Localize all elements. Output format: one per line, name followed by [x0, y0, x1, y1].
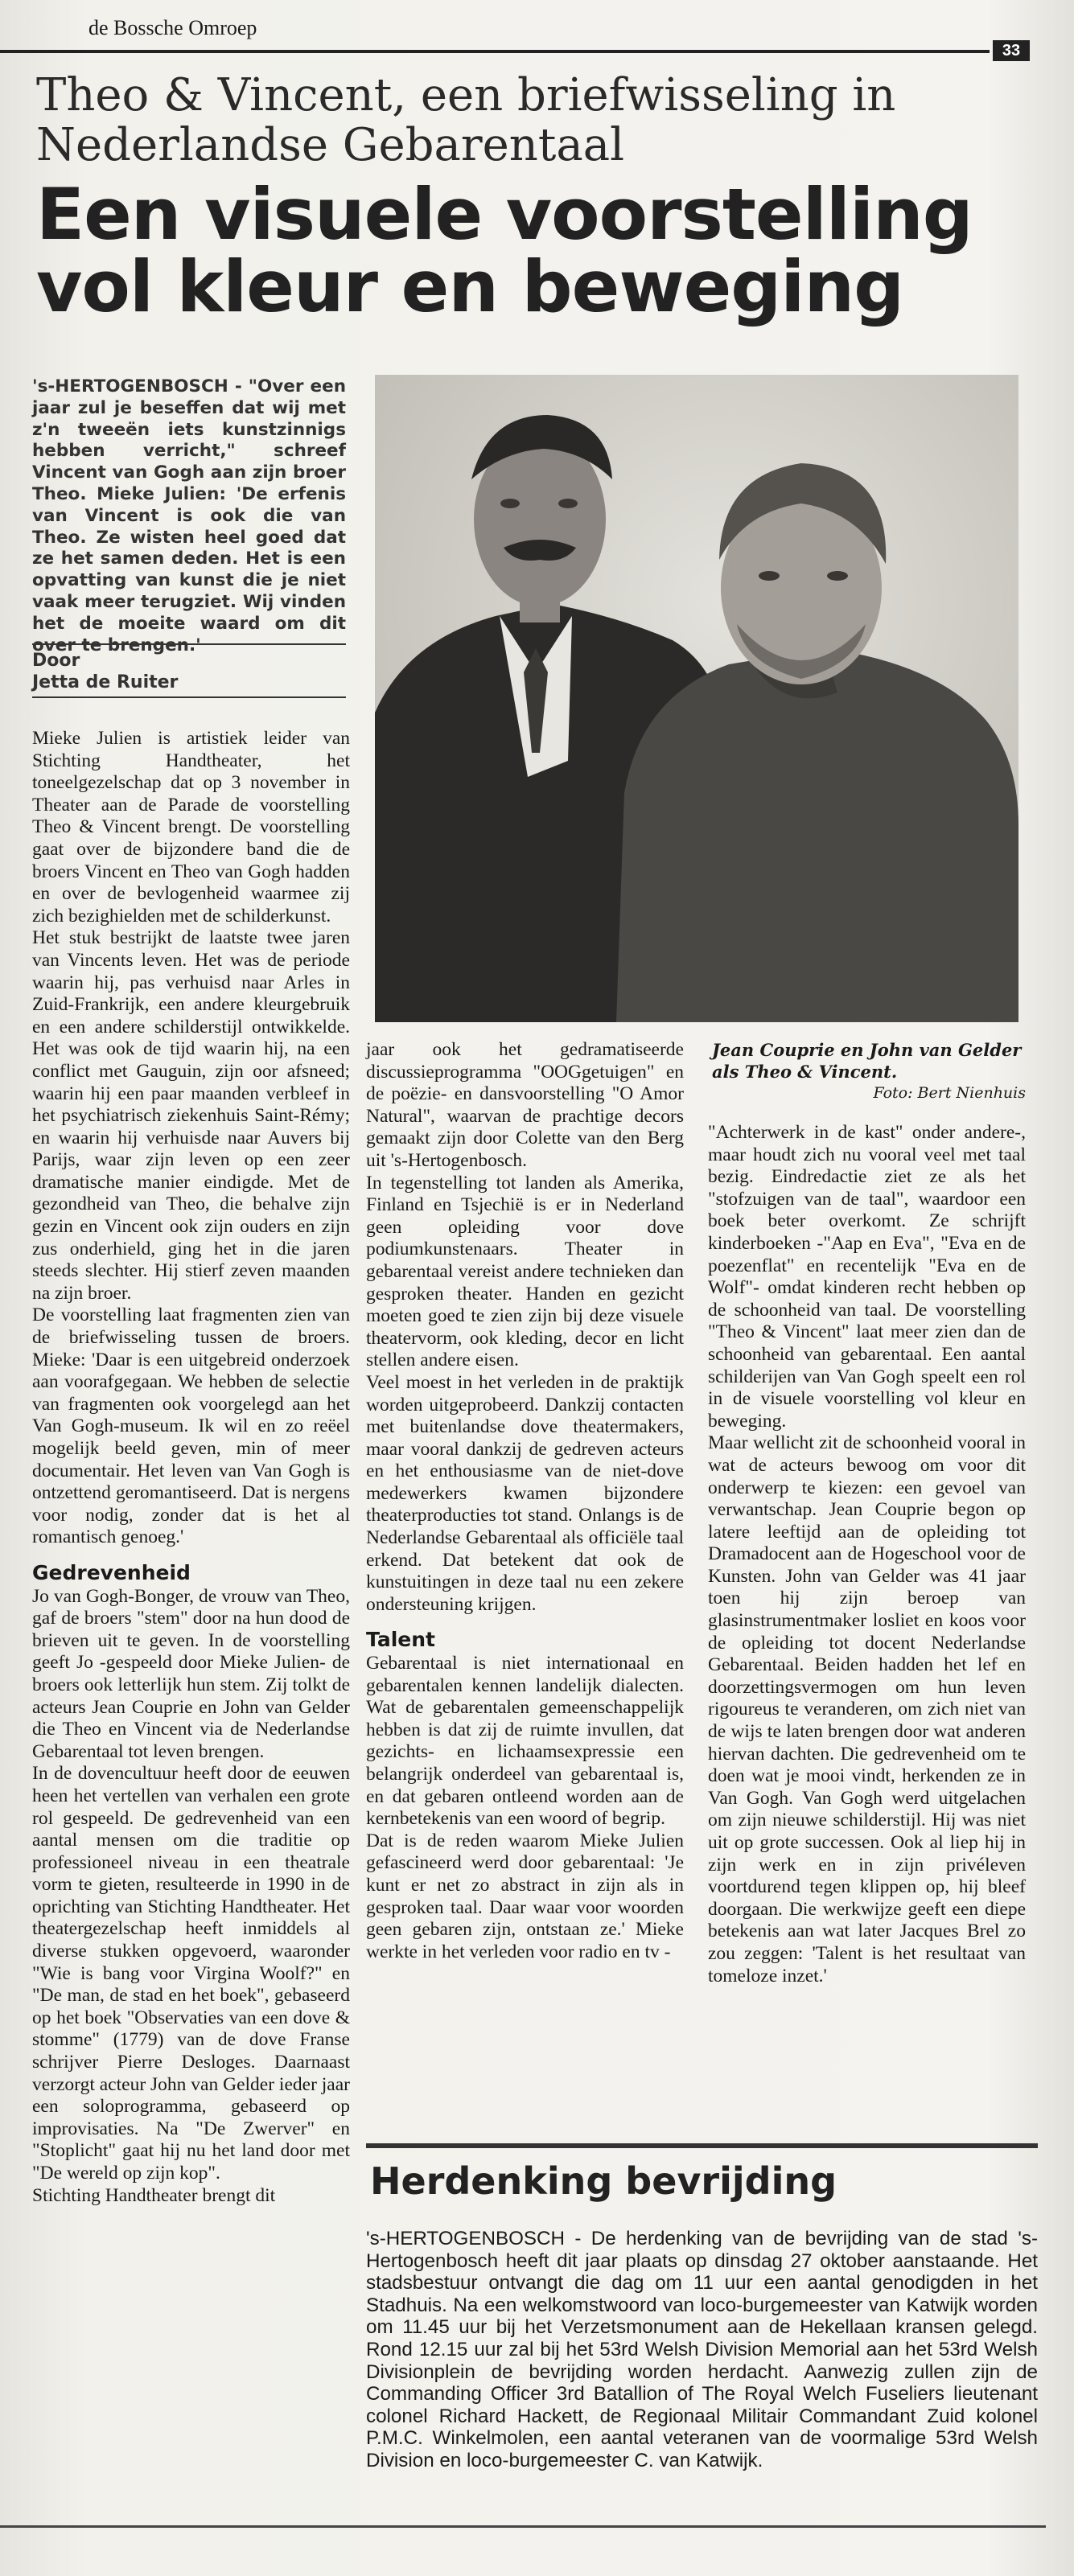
subheading-gedrevenheid: Gedrevenheid [32, 1560, 191, 1584]
article-kicker: Theo & Vincent, een briefwisseling in Nederlandse Gebarentaal [36, 69, 896, 171]
photo-caption [712, 1039, 1026, 1104]
paragraph: Veel moest in het verleden in de praktijk worden uitgeprobeerd. Dankzij contacten met buitenlandse dove theatermakers, maar vooral dankzij de gedreven acteurs en het enthousiasme van de niet-dove medewerkers kwamen bijzondere theaterproducties tot stand. Onlangs is de Nederlandse Gebarentaal als officiële taal erkend. Dat betekent dat ook de kunstuitingen in deze taal nu een zekere ondersteuning krijgen. [366, 1371, 684, 1615]
page-number: 33 [993, 40, 1030, 61]
paragraph: Jo van Gogh-Bonger, de vrouw van Theo, gaf de broers "stem" door na hun dood de brieven uit te geven. In de voorstelling geeft Jo -gespeeld door Mieke Julien- de broers ook letterlijk hun stem. Zij tolkt de acteurs Jean Couprie en John van Gelder die Theo en Vincent via de Nederlandse Gebarentaal tot leven brengen. [32, 1585, 350, 1762]
box-title: Herdenking bevrijding [370, 2159, 837, 2203]
article-column-3 [708, 1122, 1026, 1987]
article-headline: Een visuele voorstelling vol kleur en beweging [36, 173, 973, 328]
bottom-rule [0, 2525, 1046, 2528]
paragraph: De voorstelling laat fragmenten zien van de briefwisseling tussen de broers. Mieke: 'Daar is een uitgebreid onderzoek aan voorafgegaan. We hebben de selectie van fragmenten ook voorgelegd aan het Van Gogh-museum. Ik wil en zo reëel mogelijk beeld geven, min of meer documentair. Het leven van Van Gogh is ontzettend geromantiseerd. Dat is nergens voor nodig, zonder dat is het al romantisch genoeg.' [32, 1304, 350, 1548]
paragraph: jaar ook het gedramatiseerde discussieprogramma "OOGgetuigen" en de poëzie- en dansvoorstelling "O Amor Natural", waarvan de prachtige decors gemaakt zijn door Colette van den Berg uit 's-Hertogenbosch. [366, 1039, 684, 1171]
caption-text: Jean Couprie en John van Gelder als Theo & Vincent. [712, 1040, 1022, 1082]
photo-credit: Foto: Bert Nienhuis [873, 1084, 1026, 1102]
portrait-photo [375, 375, 1018, 1022]
masthead: de Bossche Omroep [88, 16, 257, 39]
box-rule [366, 2143, 1038, 2148]
paragraph: In de dovencultuur heeft door de eeuwen heen het vertellen van verhalen een grote rol gespeeld. De gedrevenheid van een aantal mensen om die traditie op professioneel niveau in een theatrale vorm te gieten, resulteerde in 1990 in de oprichting van Stichting Handtheater. Het theatergezelschap heeft inmiddels al diverse stukken opgevoerd, waaronder "Wie is bang voor Virgina Woolf?" en "De man, de stad en het boek", gebaseerd op het boek "Observaties van een dove & stomme" (1779) van de dove Franse schrijver Pierre Desloges. Daarnaast verzorgt acteur John van Gelder ieder jaar een soloprogramma, gebaseerd op improvisaties. Na "De Zwerver" en "Stoplicht" gaat hij nu het land door met "De wereld op zijn kop". [32, 1763, 350, 2184]
article-intro: 's-HERTOGENBOSCH - "Over een jaar zul je beseffen dat wij met z'n tweeën iets kunstzinnigs hebben verricht," schreef Vincent van Gogh aan zijn broer Theo. Mieke Julien: 'De erfenis van Vincent is ook die van Theo. Ze wisten heel goed dat ze het samen deden. Het is een opvatting van kunst die je niet vaak meer terugziet. Wij vinden het de moeite waard om dit over te brengen.' [32, 376, 346, 655]
paragraph: Het stuk bestrijkt de laatste twee jaren van Vincents leven. Het was de periode waarin hij, pas verhuisd naar Arles in Zuid-Frankrijk, een andere kleurgebruik en een andere schilderstijl ontwikkelde. Het was ook de tijd waarin hij, na een conflict met Gauguin, zijn oor afsneed; waarin hij een paar maanden verbleef in het psychiatrisch ziekenhuis Saint-Rémy; en waarin hij verhuisde naar Auvers bij Parijs, waar zijn leven op een zeer dramatische manier eindigde. Met de gezondheid van Theo, die behalve zijn gezin en Vincent ook zijn ouders en zijn zus onderhield, ging het in die jaren steeds slechter. Hij stierf zeven maanden na zijn broer. [32, 927, 350, 1304]
box-text: 's-HERTOGENBOSCH - De herdenking van de bevrijding van de stad 's-Hertogenbosch heeft dit jaar plaats op dinsdag 27 oktober aanstaande. Het stadsbestuur ontvangt die dag om 11 uur een aantal genodigden in het Stadhuis. Na een welkomstwoord van loco-burgemeester van Katwijk worden om 11.45 uur bij het Verzetsmonument aan de Hekellaan kransen gelegd. Rond 12.15 uur zal bij het 53rd Welsh Division Memorial aan het 53rd Welsh Divisionplein de bevrijding worden herdacht. Aanwezig zullen zijn de Commanding Officer 3rd Batallion of The Royal Welch Fuseliers lieutenant colonel Richard Hackett, de Regionaal Militair Commandant Zuid kolonel P.M.C. Winkelmolen, een aantal veteranen van de voormalige 53rd Welsh Division en loco-burgemeester C. van Katwijk. [366, 2228, 1038, 2471]
paragraph: Mieke Julien is artistiek leider van Stichting Handtheater, het toneelgezelschap dat op 3 november in Theater aan de Parade de voorstelling Theo & Vincent brengt. De voorstelling gaat over de bijzondere band die de broers Vincent en Theo van Gogh hadden en over de bevlogenheid waarmee zij zich bezighielden met de schilderkunst. [32, 728, 350, 926]
byline-author: Jetta de Ruiter [32, 672, 179, 692]
article-column-2 [366, 1039, 684, 1963]
byline [32, 643, 346, 698]
subheading-talent: Talent [366, 1628, 435, 1652]
top-rule [0, 50, 990, 53]
paragraph: Stichting Handtheater brengt dit [32, 2184, 276, 2206]
paragraph: Dat is de reden waarom Mieke Julien gefascineerd werd door gebarentaal: 'Je kunt er net zo abstract in zijn als in gesproken taal. Daar waar voor woorden geen gebaren zijn, ontstaan ze.' Mieke werkte in het verleden voor radio en tv - [366, 1830, 684, 1962]
paragraph: "Achterwerk in de kast" onder andere-, maar houdt zich nu vooral veel met taal bezig. Eindredactie ziet ze als het "stofzuigen van de taal", waardoor een boek beter overkomt. Ze schrijft kinderboeken -"Aap en Eva", "Eva en de poezenflat" en recentelijk "Eva en de Wolf"- omdat kinderen recht hebben op de schoonheid van taal. De voorstelling "Theo & Vincent" laat meer zien dan de schoonheid van gebarentaal. Een aantal schilderijen van Van Gogh speelt een rol in de visuele voorstelling vol kleur en beweging. [708, 1122, 1026, 1432]
article-column-1 [32, 728, 350, 2207]
paragraph: In tegenstelling tot landen als Amerika, Finland en Tsjechië is er in Nederland geen opleiding voor dove podiumkunstenaars. Theater in gebarentaal vereist andere technieken dan gesproken theater. Handen en gezicht moeten goed te zien zijn bij deze visuele theatervorm, ook kleding, decor en licht stellen andere eisen. [366, 1172, 684, 1371]
byline-door: Door [32, 651, 80, 671]
byline-rule [32, 696, 346, 698]
paragraph: Gebarentaal is niet internationaal en gebarentalen kennen landelijk dialecten. Wat de gebarentalen gemeenschappelijk hebben is dat zij de ruimte invullen, dat gezichts- en lichaamsexpressie een belangrijk onderdeel van gebarentaal is, en dat gebaren ontleend worden aan de kernbetekenis van een woord of begrip. [366, 1653, 684, 1830]
article-photo [375, 375, 1018, 1022]
paragraph: Maar wellicht zit de schoonheid vooral in wat de acteurs bewoog om voor dit onderwerp te kiezen: een gevoel van verwantschap. Jean Couprie begon op latere leeftijd aan de opleiding tot Dramadocent aan de Hogeschool voor de Kunsten. John van Gelder was 41 jaar toen hij zijn beroep van glasinstrumentmaker losliet en koos voor de opleiding tot docent Nederlandse Gebarentaal. Beiden hadden het lef en doorzettingsvermogen om hun leven rigoureus te veranderen, om zich niet van de wijs te laten brengen door wat anderen hiervan dachten. Die gedrevenheid om te doen wat je mooi vindt, herkenden ze in Van Gogh. Van Gogh werd uitgelachen om zijn nieuwe schilderstijl. Hij was niet uit op grote successen. Ook al liep hij in zijn werk en in zijn privéleven voortdurend tegen klippen op, hij bleef doorgaan. Die werkwijze geeft een diepe betekenis aan wat later Jacques Brel zo zou zeggen: 'Talent is het resultaat van tomeloze inzet.' [708, 1432, 1026, 1986]
